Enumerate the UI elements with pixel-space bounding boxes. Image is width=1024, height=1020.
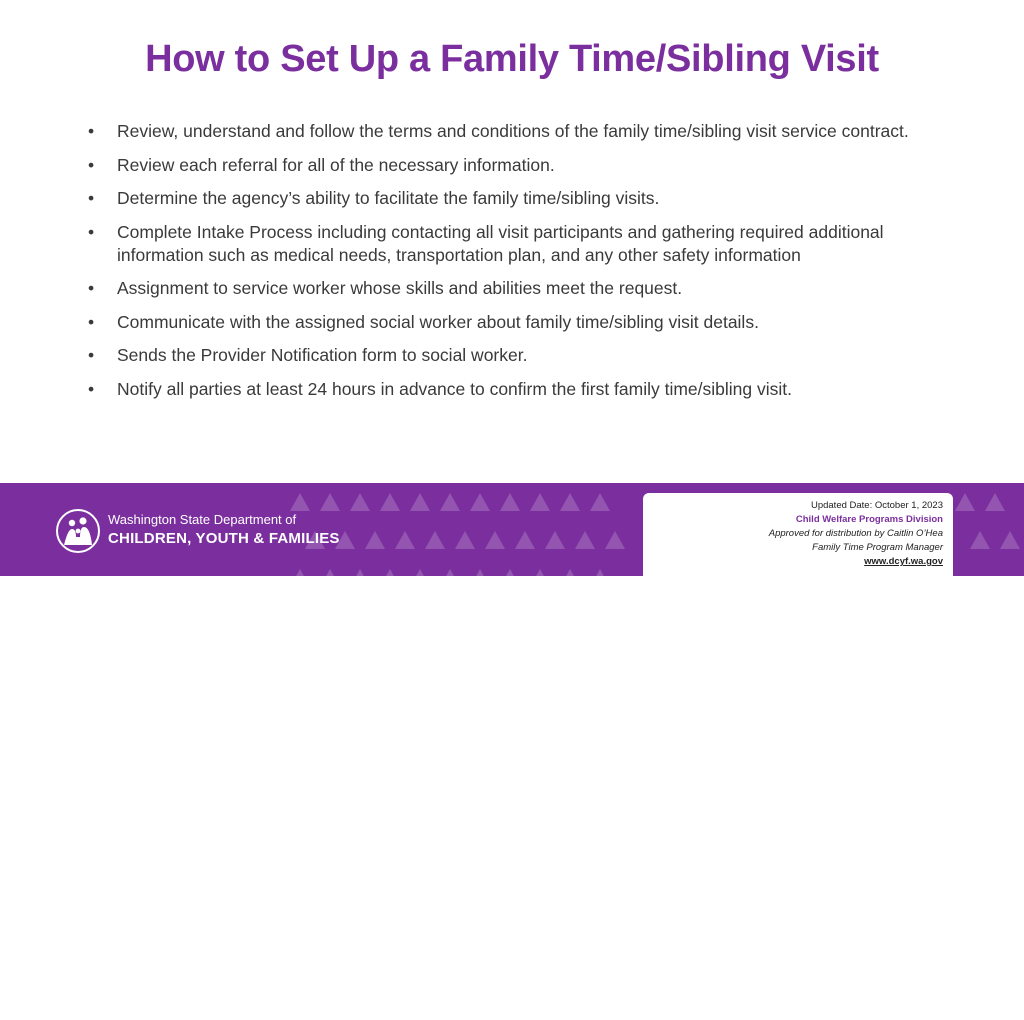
- bullet-text: Review each referral for all of the necessary information.: [117, 154, 555, 175]
- bullet-item: [88, 187, 948, 210]
- bullet-item: [88, 154, 948, 177]
- bullet-marker: •: [88, 121, 95, 141]
- footer-info-box: [643, 493, 953, 576]
- division-name: Child Welfare Programs Division: [795, 514, 943, 525]
- bullet-marker: •: [88, 154, 95, 175]
- approver-role: Family Time Program Manager: [812, 542, 943, 553]
- bullet-item: [88, 311, 948, 334]
- page-number: 20: [978, 1008, 991, 1020]
- bullet-list: [88, 120, 948, 411]
- bullet-text: Communicate with the assigned social worker about family time/sibling visit details.: [117, 311, 759, 332]
- bullet-item: [88, 344, 948, 367]
- bullet-text: Sends the Provider Notification form to social worker.: [117, 345, 528, 365]
- website-link[interactable]: www.dcyf.wa.gov: [864, 556, 943, 567]
- bullet-item: [88, 378, 948, 401]
- bullet-marker: •: [88, 345, 95, 365]
- bullet-text: Notify all parties at least 24 hours in advance to confirm the first family time/sibling visit.: [117, 378, 792, 399]
- slide-title: How to Set Up a Family Time/Sibling Visit: [145, 38, 879, 80]
- updated-date: Updated Date: October 1, 2023: [810, 500, 943, 511]
- bullet-text: Assignment to service worker whose skills and abilities meet the request.: [117, 278, 683, 298]
- bullet-text: Complete Intake Process including contacting all visit participants and gathering required additional information such as medical needs, transportation plan, and any other safety information: [117, 221, 884, 265]
- bullet-text: Determine the agency’s ability to facilitate the family time/sibling visits.: [117, 188, 660, 208]
- bullet-item: [88, 221, 948, 267]
- bullet-marker: •: [88, 221, 95, 242]
- bullet-text: Review, understand and follow the terms and conditions of the family time/sibling visit service contract.: [117, 121, 909, 141]
- bullet-item: [88, 277, 948, 300]
- bullet-item: [88, 120, 948, 143]
- dcyf-family-emblem-icon: [56, 509, 100, 553]
- approved-by: Approved for distribution by Caitlin O’Hea: [768, 528, 943, 539]
- logo-line1: Washington State Department of: [108, 512, 297, 527]
- bullet-marker: •: [88, 311, 95, 332]
- bullet-marker: •: [88, 278, 95, 298]
- bullet-marker: •: [88, 188, 95, 208]
- dcyf-logo: [56, 509, 340, 553]
- bullet-marker: •: [88, 378, 95, 399]
- logo-line2: CHILDREN, YOUTH & FAMILIES: [108, 530, 340, 547]
